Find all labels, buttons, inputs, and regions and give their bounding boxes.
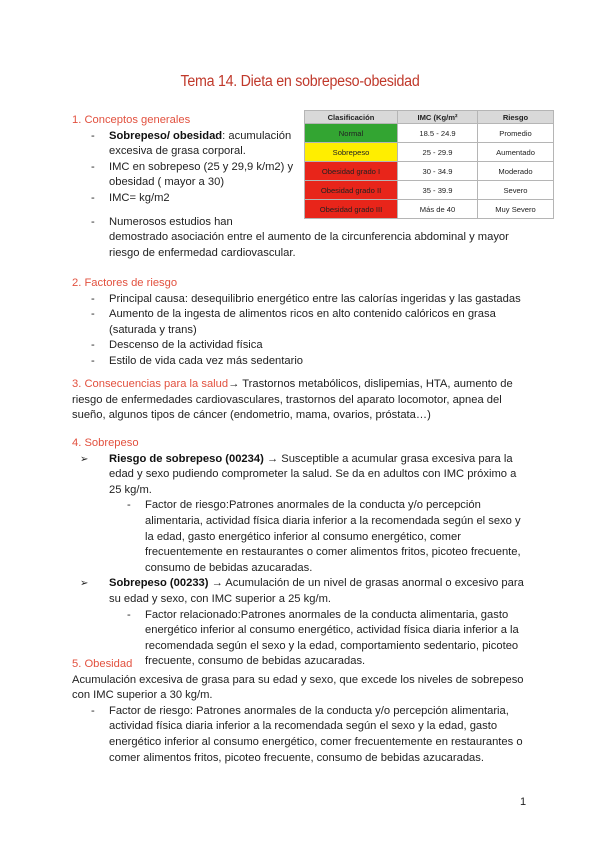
list-item: [72, 576, 532, 607]
text: riesgo de enfermedades cardiovasculares, trastornos del aparato locomotor, apnea del: [72, 393, 502, 406]
text: → Acumulación de un nivel de grasas anormal o excesivo para: [208, 577, 524, 590]
section-heading: 4. Sobrepeso: [72, 437, 139, 449]
text: Principal causa: desequilibrio energético entre las calorías ingeridas y las gastadas: [109, 292, 521, 305]
dash-bullet: -: [127, 608, 131, 621]
text: Aumento de la ingesta de alimentos ricos en alto contenido calóricos en grasa: [109, 308, 496, 321]
section-obesity: [72, 657, 532, 766]
dash-bullet: -: [91, 354, 95, 367]
table-header: Clasificación: [305, 111, 398, 124]
text: consumo de bebidas azucaradas.: [145, 561, 313, 574]
text: con IMC superior a 30 kg/m.: [72, 689, 213, 702]
text: energético inferior al consumo energético, actividad física diaria inferior a la: [145, 624, 519, 637]
table-cell-class: Normal: [305, 124, 398, 143]
table-header: Riesgo: [478, 111, 554, 124]
table-cell-imc: Más de 40: [398, 200, 478, 219]
table-cell-risk: Moderado: [478, 162, 554, 181]
bmi-table: [304, 110, 554, 219]
sub-list-item: [72, 498, 532, 576]
list-item: [72, 452, 532, 499]
section-overweight: [72, 436, 532, 670]
text: Factor relacionado:Patrones anormales de la conducta alimentaria, gasto: [145, 608, 509, 621]
dash-bullet: -: [91, 704, 95, 717]
term-bold: Riesgo de sobrepeso (00234): [109, 452, 264, 465]
text: su edad y sexo, con IMC superior a 25 kg/m.: [109, 592, 331, 605]
term-bold: Sobrepeso/ obesidad: [109, 129, 223, 142]
arrow-bullet-icon: ➢: [80, 453, 89, 465]
section-heading: 5. Obesidad: [72, 658, 133, 670]
text: sueño, algunos tipos de cáncer (endometrio, mama, ovarios, próstata…): [72, 409, 431, 422]
text: Numerosos estudios han: [109, 215, 233, 228]
dash-bullet: -: [91, 129, 95, 142]
text: Descenso de la actividad física: [109, 339, 263, 352]
table-cell-risk: Aumentado: [478, 143, 554, 162]
dash-bullet: -: [91, 215, 95, 228]
term-bold: Sobrepeso (00233): [109, 577, 209, 590]
text: actividad física diaria inferior a la recomendada según el sexo y la edad, gasto: [109, 720, 498, 733]
table-row: [305, 143, 554, 162]
page-title: Tema 14. Dieta en sobrepeso-obesidad: [180, 73, 420, 90]
table-cell-class: Obesidad grado II: [305, 181, 398, 200]
section-heading: 1. Conceptos generales: [72, 114, 191, 126]
table-header-row: [305, 111, 554, 124]
text: → Trastornos metabólicos, dislipemias, HTA, aumento de: [228, 378, 513, 390]
text: alimentaria, actividad física diaria inferior a la recomendada según el sexo y: [145, 514, 521, 527]
dash-bullet: -: [91, 292, 95, 305]
table-cell-imc: 35 - 39.9: [398, 181, 478, 200]
text: riesgo de enfermedad cardiovascular.: [109, 246, 296, 259]
table-cell-imc: 18.5 - 24.9: [398, 124, 478, 143]
page-number: 1: [520, 796, 527, 808]
table-header: IMC (Kg/m²: [398, 111, 478, 124]
text: Factor de riesgo:Patrones anormales de la conducta y/o percepción: [145, 499, 481, 512]
table-cell-class: Obesidad grado I: [305, 162, 398, 181]
text: edad y sexo pudiendo comprometer la salud. Se da en adultos con IMC próximo a: [109, 468, 517, 481]
list-item: [72, 704, 532, 766]
text: → Susceptible a acumular grasa excesiva para la: [263, 452, 513, 465]
section-risk-factors: [72, 276, 532, 370]
dash-bullet: -: [91, 191, 95, 204]
text: : acumulación: [222, 129, 292, 142]
text: la edad, gasto energético inferior al consumo energético, comer: [145, 530, 461, 543]
text: demostrado asociación entre el aumento de la circunferencia abdominal y mayor: [109, 231, 509, 244]
table-row: [305, 181, 554, 200]
arrow-bullet-icon: ➢: [80, 578, 89, 590]
list-item: [72, 292, 532, 308]
text: comer alimentos fritos, picoteo frecuente, consumo de bebidas azucaradas.: [109, 751, 484, 764]
table-row: [305, 162, 554, 181]
text: excesiva de grasa corporal.: [109, 145, 246, 158]
text: frecuentemente en restaurantes o comer alimentos fritos, picoteo frecuente,: [145, 546, 521, 559]
text: obesidad ( mayor a 30): [109, 176, 225, 189]
text: energético inferior al consumo energético, comer frecuentemente en restaurantes o: [109, 735, 523, 748]
text: IMC en sobrepeso (25 y 29,9 k/m2) y: [109, 160, 294, 173]
section-heading: 3. Consecuencias para la salud: [72, 378, 229, 390]
section-consequences: [72, 377, 532, 424]
table-cell-imc: 30 - 34.9: [398, 162, 478, 181]
text: 25 kg/m.: [109, 483, 152, 496]
table-cell-class: Obesidad grado III: [305, 200, 398, 219]
dash-bullet: -: [91, 308, 95, 321]
text: Acumulación excesiva de grasa para su edad y sexo, que excede los niveles de sobrepeso: [72, 673, 524, 686]
text: recomendada según el sexo y la edad, comportamiento sedentario, picoteo: [145, 639, 519, 652]
list-item: [72, 354, 532, 370]
text: frecuente, consumo de bebidas azucaradas.: [145, 655, 366, 668]
dash-bullet: -: [127, 499, 131, 512]
table-row: [305, 124, 554, 143]
list-item: [72, 338, 532, 354]
text: (saturada y trans): [109, 323, 197, 336]
dash-bullet: -: [91, 339, 95, 352]
table-cell-risk: Severo: [478, 181, 554, 200]
table-cell-risk: Muy Severo: [478, 200, 554, 219]
table-cell-risk: Promedio: [478, 124, 554, 143]
table-cell-imc: 25 - 29.9: [398, 143, 478, 162]
dash-bullet: -: [91, 160, 95, 173]
table-cell-class: Sobrepeso: [305, 143, 398, 162]
text: IMC= kg/m2: [109, 191, 170, 204]
section-heading: 2. Factores de riesgo: [72, 277, 178, 289]
text: Estilo de vida cada vez más sedentario: [109, 354, 304, 367]
list-item: [72, 215, 532, 262]
list-item: [72, 307, 532, 338]
table-row: [305, 200, 554, 219]
text: Factor de riesgo: Patrones anormales de la conducta y/o percepción alimentaria,: [109, 704, 509, 717]
